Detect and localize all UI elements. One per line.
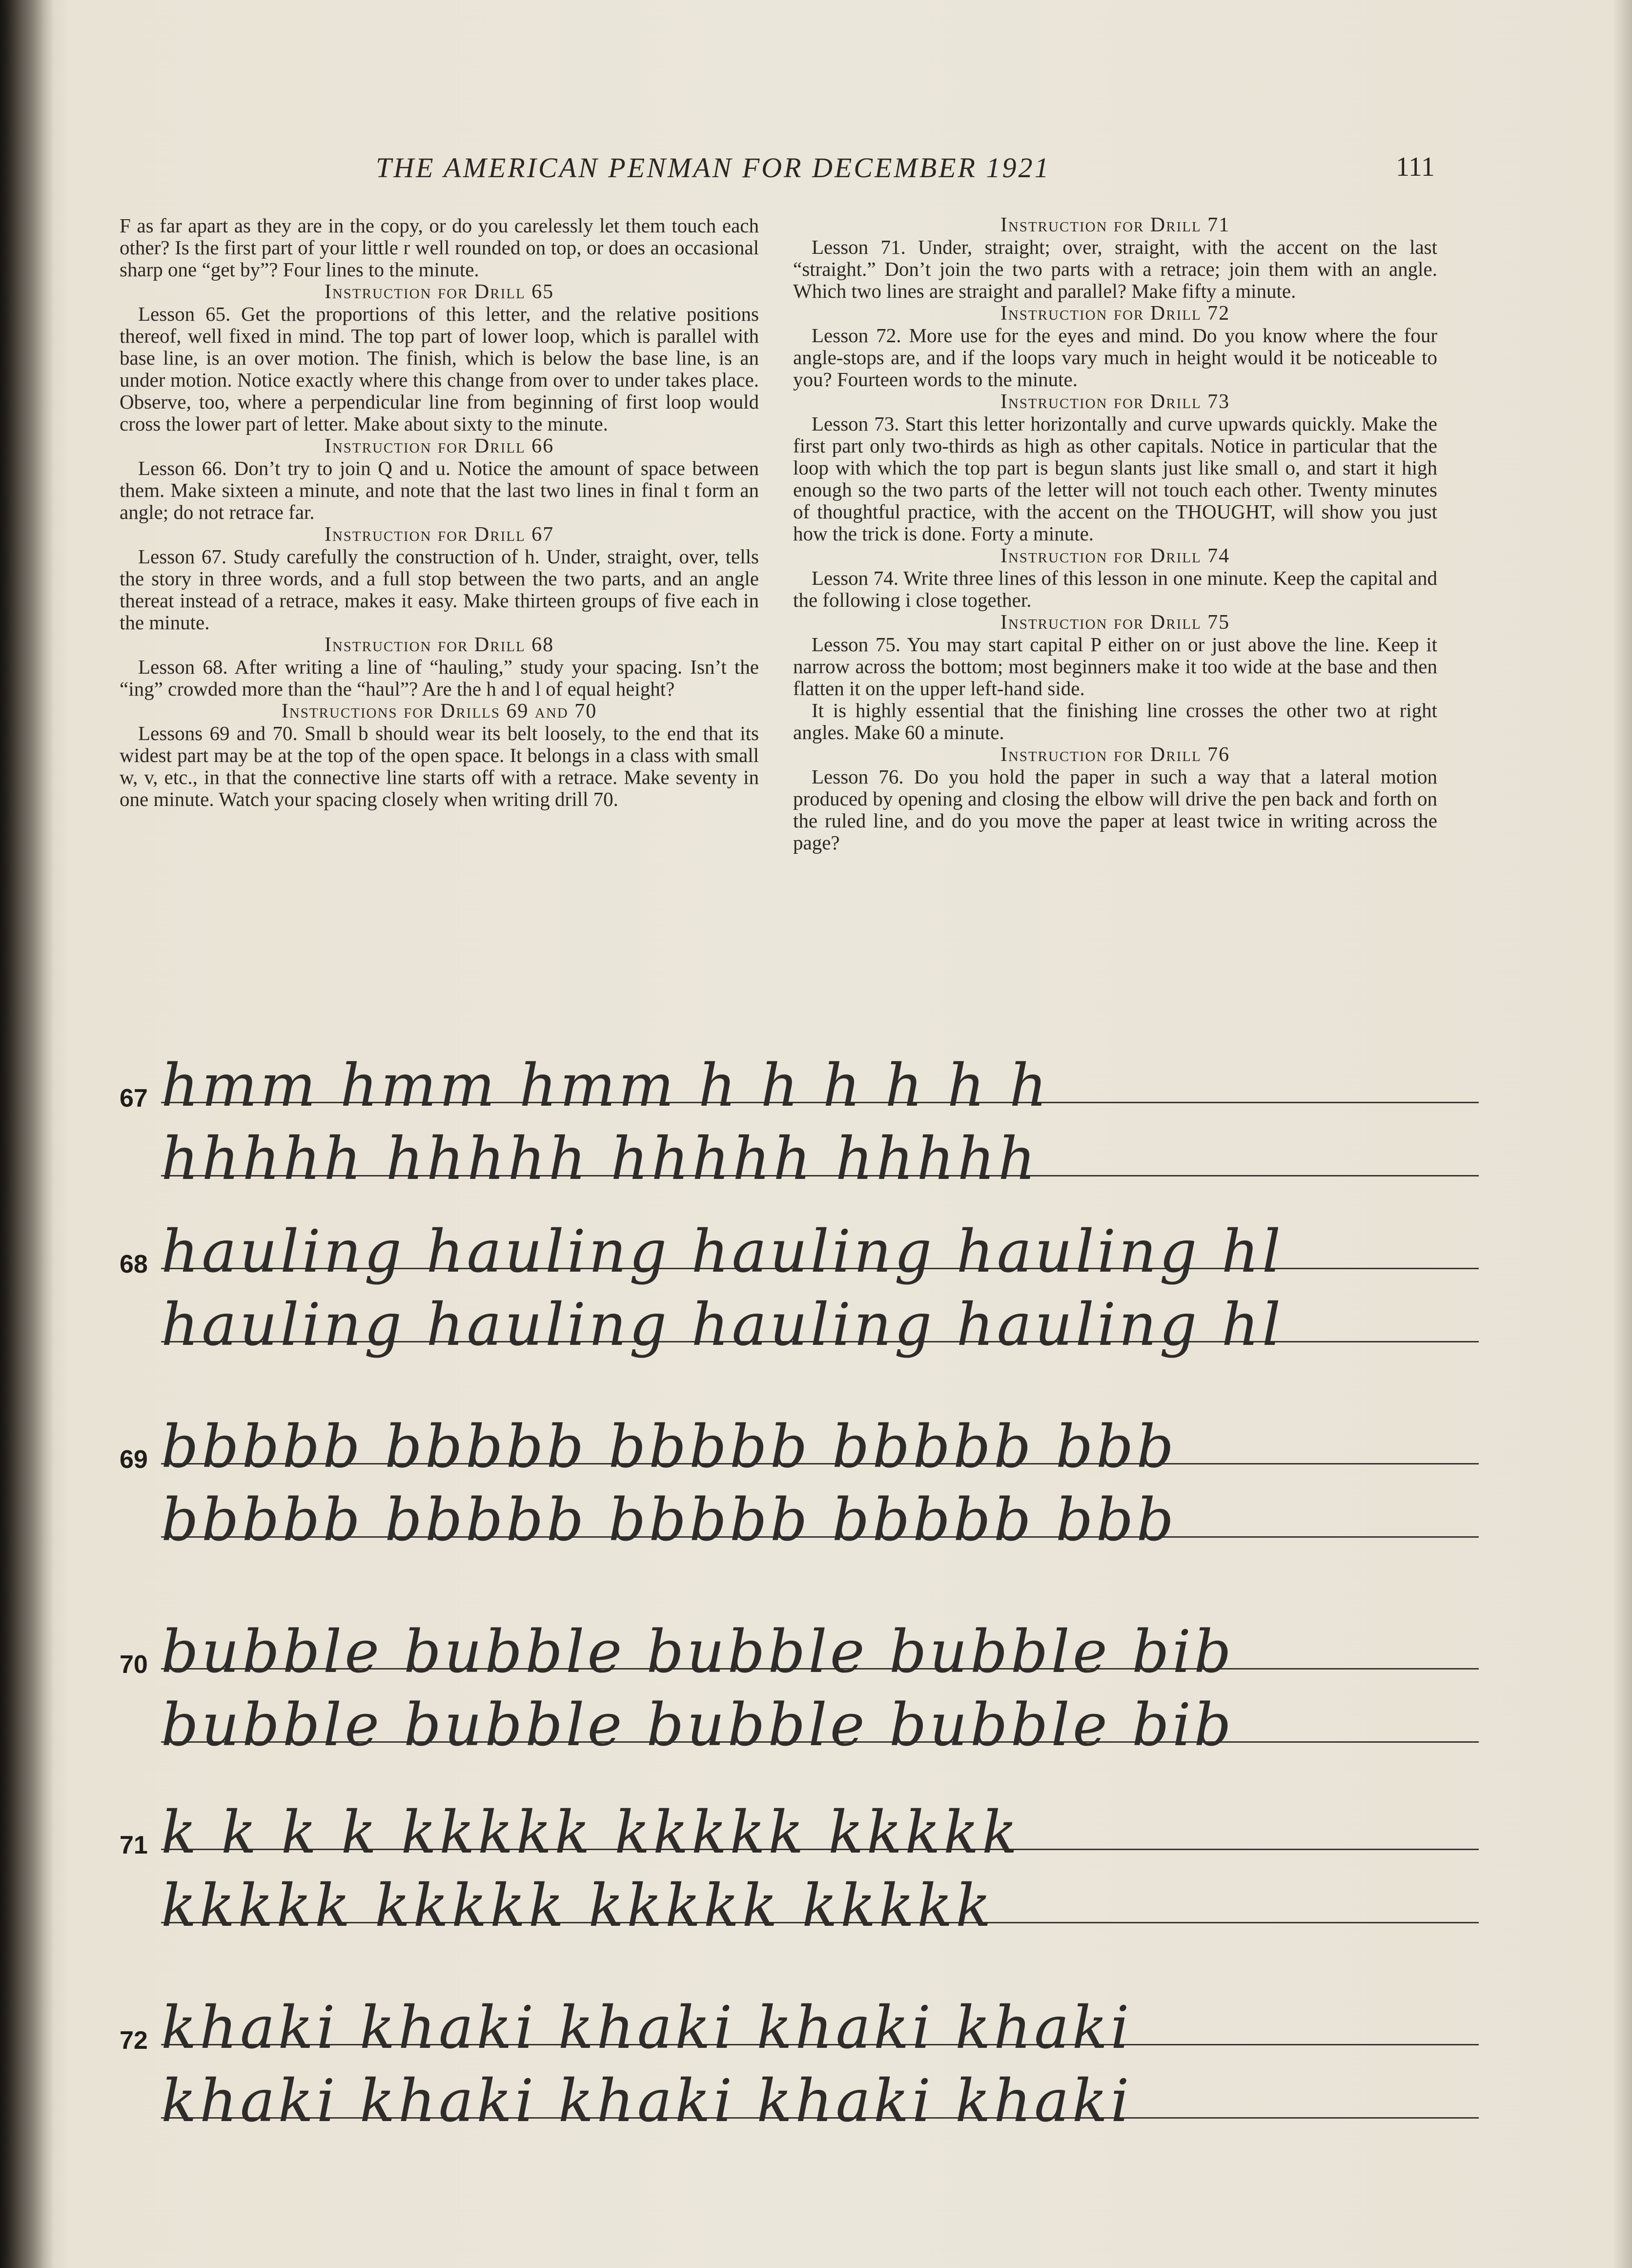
script-text: k k k k kkkkk kkkkk kkkkk — [161, 1799, 1020, 1867]
page-edge-shading — [1612, 0, 1632, 2268]
drill-number: 67 — [120, 1084, 148, 1113]
instruction-heading: Instruction for Drill 76 — [1000, 743, 1230, 766]
lesson-paragraph: Lessons 69 and 70. Small b should wear its belt loosely, to the end that its widest part may be at the top of the open space. It belongs in a class with small w, v, etc., in that the connective line starts off with a retrace. Make seventy in one minute. Watch your spacing closely when writing drill 70. — [120, 722, 759, 810]
script-text: bubble bubble bubble bubble bib — [161, 1618, 1235, 1686]
script-practice-line — [161, 1872, 1479, 1940]
script-text: bbbbb bbbbb bbbbb bbbbb bbb — [161, 1413, 1177, 1481]
script-text: hmm hmm hmm h h h h h h — [161, 1052, 1050, 1120]
script-text: bubble bubble bubble bubble bib — [161, 1691, 1235, 1759]
left-text-column — [120, 215, 759, 810]
instruction-heading: Instruction for Drill 71 — [1000, 214, 1230, 236]
lesson-paragraph: Lesson 65. Get the proportions of this letter, and the relative positions thereof, well fixed in mind. The top part of lower loop, which is parallel with base line, is an over motion. The finish, which is below the base line, is an under motion. Notice exactly where this change from over to under takes place. Observe, too, where a perpendicular line from beginning of first loop would cross the lower part of letter. Make about sixty to the minute. — [120, 303, 759, 435]
instruction-heading: Instruction for Drill 68 — [324, 634, 554, 656]
lesson-paragraph: Lesson 67. Study carefully the construction of h. Under, straight, over, tells the story in three words, and a full stop between the two parts, and an angle thereat instead of a retrace, makes it easy. Make thirteen groups of five each in the minute. — [120, 545, 759, 634]
lesson-paragraph: Lesson 68. After writing a line of “hauling,” study your spacing. Isn’t the “ing” crowded more than the “haul”? Are the h and l of equal height? — [120, 656, 759, 700]
instruction-heading: Instruction for Drill 65 — [324, 281, 554, 303]
running-head: THE AMERICAN PENMAN FOR DECEMBER 1921 — [376, 152, 1051, 184]
lesson-paragraph: Lesson 66. Don’t try to join Q and u. Notice the amount of space between them. Make sixteen a minute, and note that the last two lines in final t form an angle; do not retrace far. — [120, 457, 759, 523]
script-practice-line — [161, 1486, 1479, 1554]
drill-number: 71 — [120, 1831, 148, 1859]
drill-number: 69 — [120, 1445, 148, 1474]
instruction-heading: Instruction for Drill 74 — [1000, 545, 1230, 567]
right-text-column — [793, 214, 1437, 854]
instruction-heading: Instruction for Drill 66 — [324, 435, 554, 457]
instruction-heading: Instruction for Drill 72 — [1000, 302, 1230, 325]
script-practice-line — [161, 1618, 1479, 1686]
script-text: khaki khaki khaki khaki khaki — [161, 1994, 1132, 2062]
drill-number: 68 — [120, 1250, 148, 1278]
script-practice-line — [161, 1801, 1479, 1865]
instruction-heading: Instruction for Drill 75 — [1000, 611, 1230, 634]
script-practice-line — [161, 1413, 1479, 1481]
lesson-paragraph: Lesson 76. Do you hold the paper in such a way that a lateral motion produced by opening and closing the elbow will drive the pen back and forth on the ruled line, and do you move the paper at least twice in writing across the page? — [793, 765, 1437, 854]
script-text: hauling hauling hauling hauling hl — [161, 1291, 1284, 1359]
script-text: bbbbb bbbbb bbbbb bbbbb bbb — [161, 1486, 1177, 1554]
script-text: hhhhh hhhhh hhhhh hhhhh — [161, 1125, 1039, 1193]
lesson-paragraph: Lesson 73. Start this letter horizontally and curve upwards quickly. Make the first part only two-thirds as high as other capitals. Notice in particular that the loop with which the top part is begun slants just like small o, and start it high enough so the two parts of the letter will not touch each other. Twenty minutes of thoughtful practice, with the accent on the THOUGHT, will show you just how the trick is done. Forty a minute. — [793, 412, 1437, 545]
lesson-paragraph: F as far apart as they are in the copy, or do you carelessly let them touch each other? Is the first part of your little r well rounded on top, or does an occasional sharp one “get by”? Four lines to the minute. — [120, 214, 759, 281]
script-practice-line — [161, 2067, 1479, 2135]
page-number: 111 — [1396, 152, 1435, 182]
script-text: kkkkk kkkkk kkkkk kkkkk — [161, 1872, 994, 1940]
script-practice-line — [161, 1291, 1479, 1359]
script-practice-line — [161, 1125, 1479, 1193]
script-practice-line — [161, 1994, 1479, 2062]
lesson-paragraph: Lesson 72. More use for the eyes and mind. Do you know where the four angle-stops are, and if the loops vary much in height would it be noticeable to you? Fourteen words to the minute. — [793, 324, 1437, 391]
lesson-paragraph: It is highly essential that the finishing line crosses the other two at right angles. Make 60 a minute. — [793, 699, 1437, 743]
lesson-paragraph: Lesson 74. Write three lines of this lesson in one minute. Keep the capital and the following i close together. — [793, 567, 1437, 611]
script-practice-line — [161, 1691, 1479, 1759]
script-practice-line — [161, 1054, 1479, 1118]
instruction-heading: Instruction for Drill 67 — [324, 523, 554, 546]
script-text: hauling hauling hauling hauling hl — [161, 1218, 1284, 1286]
script-text: khaki khaki khaki khaki khaki — [161, 2067, 1132, 2135]
lesson-paragraph: Lesson 71. Under, straight; over, straight, with the accent on the last “straight.” Don’t join the two parts with a retrace; join them with an angle. Which two lines are straight and parallel? Make fifty a minute. — [793, 236, 1437, 302]
lesson-paragraph: Lesson 75. You may start capital P either on or just above the line. Keep it narrow across the bottom; most beginners make it too wide at the base and then flatten it on the upper left-hand side. — [793, 633, 1437, 700]
instruction-heading: Instruction for Drill 73 — [1000, 391, 1230, 413]
script-practice-line — [161, 1220, 1479, 1284]
binding-gutter-shadow — [0, 0, 54, 2268]
drill-number: 72 — [120, 2026, 148, 2055]
instruction-heading: Instructions for Drills 69 and 70 — [281, 700, 597, 722]
drill-number: 70 — [120, 1650, 148, 1679]
